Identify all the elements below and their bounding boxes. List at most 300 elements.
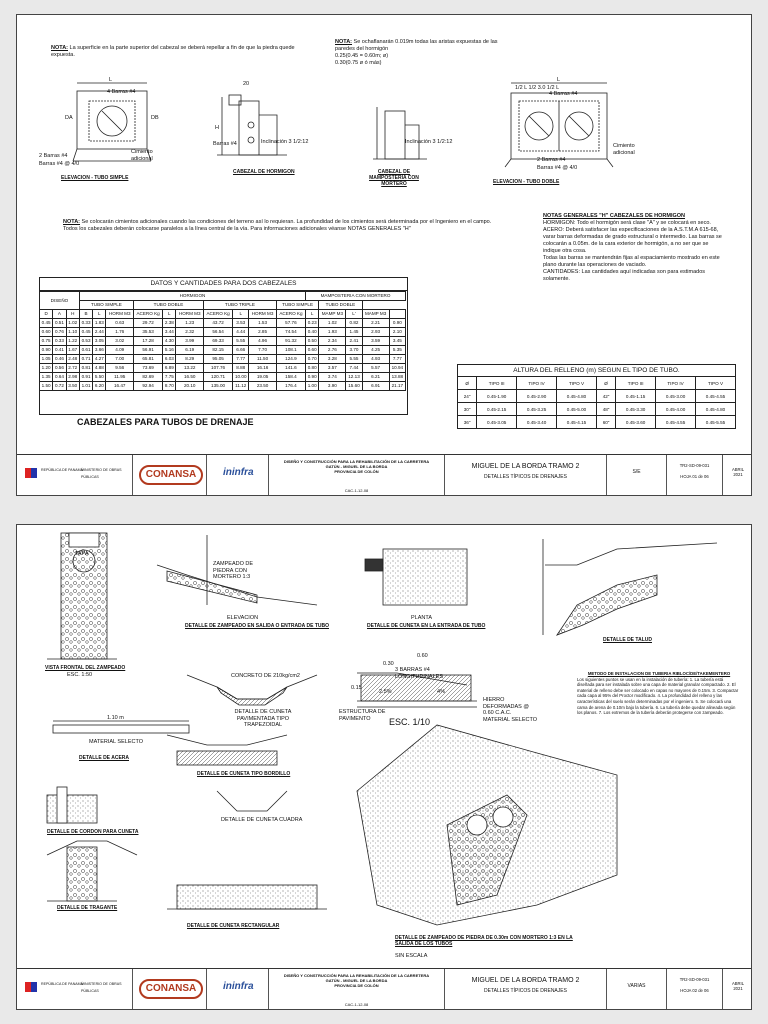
cap-frontal-esc: ESC. 1:50 — [67, 672, 93, 678]
table-cell: 65.81 — [133, 355, 162, 364]
datos-diseno: DISEÑO — [40, 292, 80, 310]
cap-tragante: DETALLE DE TRAGANTE — [57, 905, 118, 911]
table-cell: 0.91 — [79, 373, 92, 382]
tb1-proj-code: CAC-1-12-08 — [344, 488, 369, 493]
table-cell: 7.75 — [163, 373, 176, 382]
table-cell: 10.00 — [233, 373, 249, 382]
datos-group-hormigon: HORMIGON — [79, 292, 305, 301]
tb2-proj-l3: PROVINCIA DE COLÓN — [334, 983, 379, 988]
table-cell: 1.23 — [176, 319, 204, 328]
datos-col-header: H — [66, 310, 79, 319]
tb1-proj-l2: GATÚN - MIGUEL DE LA BORDA — [325, 464, 388, 469]
tb1-proj-l1: DISEÑO Y CONSTRUCCIÓN PARA LA REHABILITACIÓN DE LA CARRETERA — [283, 459, 430, 464]
detail-estructura: ESTRUCTURA DE PAVIMENTO — [339, 709, 386, 722]
notes-h-p4: CANTIDADES: Las cantidades aquí indicadas son para estimados solamente. — [543, 269, 706, 282]
table-cell: 8.29 — [176, 355, 204, 364]
datos-col-header: MAMP M3 — [362, 310, 389, 319]
tb1-plano — [667, 455, 723, 495]
table-cell: 7.70 — [249, 346, 277, 355]
fig2-label-barras: Barras #4 — [213, 141, 237, 147]
table-cell: 2.41 — [346, 337, 362, 346]
table-row — [40, 337, 406, 346]
table-cell: 1.02 — [319, 319, 346, 328]
datos-sub-header: TUBO DOBLE — [319, 301, 362, 310]
table-cell: 0.60 — [306, 346, 319, 355]
fig4-label-barras2: Barras #4 @ 4/0 — [537, 165, 578, 171]
table-cell: 8.88 — [233, 364, 249, 373]
table-cell: 0.45 — [40, 319, 53, 328]
cap-acera: DETALLE DE ACERA — [79, 755, 129, 761]
table-cell: 0.45-4.00 — [656, 403, 696, 416]
table-cell: 0.45-4.80 — [696, 403, 736, 416]
tb1-proj-l3: PROVINCIA DE COLÓN — [334, 469, 379, 474]
datos-sub-header: TUBO SIMPLE — [79, 301, 133, 310]
table-cell: 19.05 — [249, 373, 277, 382]
table-cell: 1.02 — [66, 319, 79, 328]
detail-030: 0.30 — [383, 661, 394, 667]
table-cell: 82.69 — [133, 373, 162, 382]
datos-col-header: HORM M3 — [106, 310, 134, 319]
table-cell: 1.83 — [93, 319, 106, 328]
table-cell: 6.66 — [233, 346, 249, 355]
detail-025pct: 2.5% — [379, 689, 392, 695]
relleno-table — [457, 376, 736, 429]
datos-col-header: ACERO Kg — [276, 310, 305, 319]
note-top-left: NOTA: La superficie en la parte superior del cabezal se deberá repellar a fin de que la piedra quede expuesta. — [51, 45, 295, 58]
table-cell: 0.60 — [40, 328, 53, 337]
fig4-label-dims: 1/2 L 1/2 3.0 1/2 L — [515, 85, 560, 91]
datos-col-header: ACERO Kg — [203, 310, 232, 319]
datos-col-header: A — [53, 310, 66, 319]
table-cell: 3.02 — [106, 337, 134, 346]
cap-planta: PLANTA — [411, 615, 432, 621]
table-cell: 3.74 — [319, 373, 346, 382]
table-cell: 9.56 — [106, 364, 134, 373]
tb2-proj-l1: DISEÑO Y CONSTRUCCIÓN PARA LA REHABILITACIÓN DE LA CARRETERA — [283, 973, 430, 978]
table-cell: 3.59 — [362, 337, 389, 346]
table-cell: 0.46 — [53, 355, 66, 364]
table-cell: 1.22 — [66, 337, 79, 346]
table-cell: 0.23 — [306, 319, 319, 328]
reno-text: Los siguientes puntos se usan en la instalación de tubería: 1. La tubería está diseñada para ser instalada sobre una capa de material granular compactado. 2. El material de relleno debe ser colocado en capas no mayores de 0.15m. 3. Compactar cada capa al 95% del Proctor modificado. 4. La profundidad del relleno y las características del suelo serán determinadas por el ingeniero. 5. Se colocará una cama de arena de 0.10m bajo la tubería. 6. La tubería debe quedar alineada según los planos. 7. Los extremos de la tubería deberán protegerse con zampeado. — [577, 676, 739, 716]
table-cell: 0.40 — [306, 328, 319, 337]
table-cell: 0.80 — [306, 364, 319, 373]
table-cell: 158.4 — [276, 373, 305, 382]
cap-zampeado2: DETALLE DE ZAMPEADO DE PIEDRA DE 0.30m CON MORTERO 1:3 EN LA SALIDA DE LOS TUBOS — [395, 935, 573, 947]
ininfra-logo: ininfra — [223, 467, 254, 478]
tb1-escala-value: S/E — [632, 469, 641, 475]
detail-4pct: 4% — [437, 689, 445, 695]
table-cell: 2.21 — [362, 319, 389, 328]
table-cell: 5.16 — [163, 346, 176, 355]
table-cell: 3.99 — [176, 337, 204, 346]
table-cell: 10.94 — [389, 364, 405, 373]
datos-col-header — [389, 310, 405, 319]
table-cell: 29.72 — [133, 319, 162, 328]
table-cell: 13.88 — [389, 373, 405, 382]
table-cell: 1.00 — [306, 382, 319, 391]
table-cell: 3.53 — [233, 319, 249, 328]
relleno-title: ALTURA DEL RELLENO (m) SEGUN EL TIPO DE TUBO. — [457, 364, 736, 377]
table-cell: 0.90 — [306, 373, 319, 382]
notes-h-p3: Todas las barras se mantendrán fijas al espaciamiento mostrado en este plano durante las operaciones de vaciado. — [543, 255, 720, 268]
reno-title: METODO DE INSTALACION DE TUBERIA RIBLOC/DE/TAKEMENTERO — [587, 671, 731, 676]
table-cell: 0.90 — [40, 346, 53, 355]
table-cell: 15.60 — [346, 382, 362, 391]
tb2-fecha-ano: 2021 — [733, 986, 743, 991]
table-cell: 11.12 — [233, 382, 249, 391]
table-cell: 1.01 — [79, 382, 92, 391]
notes-h-p2: ACERO: Deberá satisfacer las especificaciones de la A.S.T.M.A 615-68, varar barras deformadas de grado estructural o intermedio. Las barras se colocarán a 0.05m. de la cara exterior de hormigón, a no ser que se indique otra cosa. — [543, 227, 722, 254]
fig2-title: CABEZAL DE HORMIGON — [233, 169, 295, 175]
table-cell: 4.93 — [362, 355, 389, 364]
datos-col-header: D — [40, 310, 53, 319]
table-cell: 108.1 — [276, 346, 305, 355]
table-cell: 16.47 — [106, 382, 134, 391]
table-cell: 2.10 — [389, 328, 405, 337]
table-cell: 4.30 — [163, 337, 176, 346]
datos-sub-header: TUBO TRIPLE — [203, 301, 276, 310]
cap-frontal: VISTA FRONTAL DEL ZAMPEADO — [45, 665, 126, 671]
acera-dim: 1.10 m — [107, 715, 124, 721]
detail-015: 0.15 — [351, 685, 362, 691]
table-cell: 141.6 — [276, 364, 305, 373]
table-cell: 92.94 — [133, 382, 162, 391]
table-cell: 4.96 — [249, 337, 277, 346]
table-cell: 42" — [596, 390, 615, 403]
table-cell: 1.20 — [40, 364, 53, 373]
table-cell: 0.45-4.55 — [656, 416, 696, 429]
fig1-label-2barras: 2 Barras #4 — [39, 153, 68, 159]
table-row — [40, 355, 406, 364]
table-cell: 2.32 — [176, 328, 204, 337]
tb1-title — [445, 455, 607, 495]
table-cell: 43.72 — [203, 319, 232, 328]
cap-zampeado: DETALLE DE ZAMPEADO EN SALIDA O ENTRADA DE TUBO — [185, 623, 329, 629]
table-cell: 0.71 — [79, 355, 92, 364]
datos-col-header: L — [233, 310, 249, 319]
fig4-label-2barras: 2 Barras #4 — [537, 157, 566, 163]
datos-col-header: ACERO Kg — [133, 310, 162, 319]
datos-col-header: HORM M3 — [176, 310, 204, 319]
detail-barras: 3 BARRAS #4 LONGITUDINALES — [395, 667, 443, 680]
table-cell: 1.10 — [66, 328, 79, 337]
tb1-ininfra-cell — [207, 455, 269, 495]
table-cell: 23.50 — [249, 382, 277, 391]
datos-table-title: DATOS Y CANTIDADES PARA DOS CABEZALES — [40, 278, 407, 291]
fig4-title: ELEVACION - TUBO DOBLE — [493, 179, 560, 185]
datos-col-header: L — [163, 310, 176, 319]
table-cell: 30" — [458, 403, 477, 416]
table-cell: 0.45-5.00 — [557, 403, 597, 416]
table-cell: 2.98 — [66, 373, 79, 382]
tb1-hoja-value: HOJA 01 de 06 — [680, 474, 709, 479]
table-cell: 0.45-3.25 — [517, 403, 557, 416]
ininfra-logo: ininfra — [223, 981, 254, 992]
table-cell: 5.35 — [389, 346, 405, 355]
tb2-plano-value: TR2-SD-09-031 — [679, 977, 710, 982]
table-cell: 0.45-4.55 — [696, 390, 736, 403]
relleno-header: TIPO IV — [517, 377, 557, 390]
relleno-header: TIPO III — [616, 377, 656, 390]
table-cell: 3.45 — [389, 337, 405, 346]
table-cell: 5.57 — [362, 364, 389, 373]
table-cell: 6.03 — [163, 355, 176, 364]
table-row — [458, 390, 736, 403]
note-top-mid: NOTA: Se ochaflanarán 0.019m todas las aristas expuestas de las paredes del hormigón 0.25(0.45 = 0.60m; ø) 0.30(0.75 ø ó más) — [335, 39, 498, 66]
table-cell: 0.45-5.55 — [696, 416, 736, 429]
table-cell: 20.10 — [176, 382, 204, 391]
table-cell: 56.54 — [203, 328, 232, 337]
table-cell: 5.50 — [93, 373, 106, 382]
table-cell: 0.45-3.30 — [616, 403, 656, 416]
table-cell: 0.76 — [53, 328, 66, 337]
table-cell: 6.19 — [176, 346, 204, 355]
relleno-header: Ø — [458, 377, 477, 390]
table-cell: 48" — [596, 403, 615, 416]
cap-cuneta-tubo: DETALLE DE CUNETA EN LA ENTRADA DE TUBO — [367, 623, 486, 629]
relleno-header: Ø — [596, 377, 615, 390]
table-cell: 2.48 — [66, 355, 79, 364]
sheet2-drawings — [17, 525, 752, 1010]
table-cell: 120.71 — [203, 373, 232, 382]
table-row — [458, 416, 736, 429]
fig1-label-barras: 4 Barras #4 — [107, 89, 136, 95]
table-cell: 5.55 — [233, 337, 249, 346]
tb2-escala-value: VARIAS — [627, 983, 646, 989]
fig4-label-cimiento: Cimiento adicional — [613, 143, 635, 156]
tb2-fecha-mes: ABRIL — [731, 981, 745, 986]
tb1-plano-value: TR2-SD-09-031 — [679, 463, 710, 468]
cap-concreto: CONCRETO DE 210kg/cm2 — [231, 673, 300, 679]
datos-sub-header: TUBO SIMPLE — [276, 301, 319, 310]
table-cell: 0.45-1.15 — [616, 390, 656, 403]
tb2-republica: REPÚBLICA DE PANAMÁ — [41, 982, 84, 986]
table-cell: 0.61 — [79, 346, 92, 355]
table-cell: 3.66 — [93, 346, 106, 355]
table-cell: 0.45-3.60 — [616, 416, 656, 429]
datos-group-mamp: MAMPOSTERIA CON MORTERO — [306, 292, 406, 301]
tapa-label: TAPA — [75, 551, 89, 557]
tb1-project — [269, 455, 445, 495]
tb1-republica: REPÚBLICA DE PANAMÁ — [41, 468, 84, 472]
table-cell: 57.76 — [276, 319, 305, 328]
notes-generales-h — [543, 213, 723, 283]
table-cell: 0.33 — [53, 337, 66, 346]
fig1-label-da: DA — [65, 115, 73, 121]
table-cell: 4.27 — [93, 355, 106, 364]
tb2-name: MIGUEL DE LA BORDA TRAMO 2 — [471, 977, 580, 984]
table-cell: 8.70 — [163, 382, 176, 391]
table-cell: 135.00 — [203, 382, 232, 391]
table-cell: 21.17 — [389, 382, 405, 391]
drawing-sheet-1 — [16, 14, 752, 496]
table-cell: 3.44 — [163, 328, 176, 337]
table-cell: 4.44 — [233, 328, 249, 337]
datos-col-header: MAMP M3 — [319, 310, 346, 319]
tb2-proj-l2: GATÚN - MIGUEL DE LA BORDA — [325, 978, 388, 983]
table-cell: 3.57 — [319, 364, 346, 373]
table-cell: 1.50 — [40, 382, 53, 391]
table-cell: 3.28 — [319, 355, 346, 364]
tb2-project — [269, 969, 445, 1009]
table-cell: 1.93 — [319, 328, 346, 337]
table-cell: 1.67 — [66, 346, 79, 355]
table-cell: 0.63 — [106, 319, 134, 328]
table-cell: 73.69 — [133, 364, 162, 373]
table-cell: 0.45-3.05 — [477, 416, 517, 429]
datos-sub-header: TUBO DOBLE — [133, 301, 203, 310]
table-cell: 0.81 — [79, 364, 92, 373]
tb1-escala — [607, 455, 667, 495]
table-cell: 0.45 — [79, 328, 92, 337]
tb2-plano — [667, 969, 723, 1009]
notes-h-title: NOTAS GENERALES "H" CABEZALES DE HORMIGON — [543, 213, 686, 219]
relleno-header: TIPO V — [696, 377, 736, 390]
table-cell: 0.51 — [53, 319, 66, 328]
table-cell: 1.35 — [40, 373, 53, 382]
table-cell: 2.85 — [249, 328, 277, 337]
table-cell: 1.76 — [106, 328, 134, 337]
fig1-label-cimiento: Cimiento adicional — [131, 149, 153, 162]
tb2-proj-code: CAC-1-12-08 — [344, 1002, 369, 1007]
table-cell: 35.53 — [133, 328, 162, 337]
table-cell: 11.95 — [106, 373, 134, 382]
table-cell: 0.64 — [53, 373, 66, 382]
tb2-ininfra-cell — [207, 969, 269, 1009]
table-cell: 0.75 — [40, 337, 53, 346]
table-cell: 0.70 — [306, 355, 319, 364]
datos-group-row — [40, 292, 406, 301]
table-cell: 36" — [458, 416, 477, 429]
table-row — [40, 328, 406, 337]
table-cell: 74.54 — [276, 328, 305, 337]
table-cell: 124.9 — [276, 355, 305, 364]
table-cell: 0.45-2.90 — [517, 390, 557, 403]
conansa-logo: CONANSA — [139, 465, 203, 485]
table-cell: 60" — [596, 416, 615, 429]
table-row — [40, 382, 406, 391]
table-cell: 3.90 — [319, 382, 346, 391]
tb2-escala — [607, 969, 667, 1009]
table-cell: 0.45-3.40 — [517, 416, 557, 429]
reno-notes — [577, 671, 741, 716]
tb1-fecha — [723, 455, 752, 495]
table-cell: 0.72 — [53, 382, 66, 391]
table-cell: 6.20 — [93, 382, 106, 391]
tb1-gov — [17, 455, 133, 495]
tb1-fecha-ano: 2021 — [733, 472, 743, 477]
table-cell: 17.28 — [133, 337, 162, 346]
table-cell: 24" — [458, 390, 477, 403]
cap-cuneta-rect: DETALLE DE CUNETA RECTANGULAR — [187, 923, 280, 929]
table-cell: 0.45-2.15 — [477, 403, 517, 416]
table-cell: 3.05 — [93, 337, 106, 346]
table-cell: 12.13 — [346, 373, 362, 382]
table-cell: 0.90 — [389, 319, 405, 328]
tb1-conansa-cell — [133, 455, 207, 495]
table-cell: 6.89 — [163, 364, 176, 373]
datos-col-header: L' — [346, 310, 362, 319]
conansa-logo: CONANSA — [139, 979, 203, 999]
datos-col-header: L — [93, 310, 106, 319]
relleno-head-row — [458, 377, 736, 390]
table-cell: 2.76 — [319, 346, 346, 355]
table-cell: 95.05 — [203, 355, 232, 364]
drawing-sheet-2 — [16, 524, 752, 1010]
tb2-fecha — [723, 969, 752, 1009]
fig1-title: ELEVACION - TUBO SIMPLE — [61, 175, 129, 181]
datos-col-row — [40, 310, 406, 319]
table-cell: 3.70 — [346, 346, 362, 355]
table-row — [40, 346, 406, 355]
cap-zampeado2-esc: SIN ESCALA — [395, 953, 428, 959]
tb1-ministerio: MINISTERIO DE OBRAS PÚBLICAS — [81, 468, 122, 479]
table-cell: 0.41 — [53, 346, 66, 355]
datos-caption: CABEZALES PARA TUBOS DE DRENAJE — [77, 417, 254, 427]
tb1-subtitle: DETALLES TÍPICOS DE DRENAJES — [484, 474, 567, 480]
datos-sub-row — [40, 301, 406, 310]
table-cell: 0.50 — [306, 337, 319, 346]
table-cell: 91.32 — [276, 337, 305, 346]
table-cell: 4.25 — [362, 346, 389, 355]
table-cell: 5.55 — [346, 355, 362, 364]
table-cell: 56.91 — [133, 346, 162, 355]
tb2-ministerio: MINISTERIO DE OBRAS PÚBLICAS — [81, 982, 122, 993]
table-cell: 0.33 — [79, 319, 92, 328]
table-cell: 2.93 — [362, 328, 389, 337]
table-cell: 4.88 — [93, 364, 106, 373]
table-cell: 176.4 — [276, 382, 305, 391]
table-cell: 11.50 — [249, 355, 277, 364]
cap-bordillo: DETALLE DE CUNETA TIPO BORDILLO — [197, 771, 291, 777]
table-cell: 16.50 — [176, 373, 204, 382]
cap-talud: DETALLE DE TALUD — [603, 637, 652, 643]
fig4-label-l: L — [557, 77, 561, 83]
table-row — [40, 364, 406, 373]
table-cell: 4.09 — [106, 346, 134, 355]
cap-cuneta-trap: DETALLE DE CUNETA PAVIMENTADA TIPO TRAPEZOIDAL — [234, 709, 292, 728]
table-cell: 0.45-1.90 — [477, 390, 517, 403]
table-cell: 2.44 — [93, 328, 106, 337]
cap-elevacion: ELEVACION — [227, 615, 259, 621]
table-row — [40, 373, 406, 382]
table-cell: 69.33 — [203, 337, 232, 346]
datos-col-header: B — [79, 310, 92, 319]
table-cell: 3.50 — [66, 382, 79, 391]
table-cell: 1.53 — [249, 319, 277, 328]
fig1-label-barras2: Barras #4 @ 4/0 — [39, 161, 80, 167]
table-cell: 7.77 — [389, 355, 405, 364]
fig2-label-20: 20 — [243, 81, 250, 87]
note-mid: NOTA: Se colocarán cimientos adicionales cuando las condiciones del terreno así lo requieran. La profundidad de los cimientos será determinada por el Ingeniero en el campo. Todos los cabezales deberán colocarse paralelos a la línea central de la vía. Para informaciones adicionales véanse NOTAS GENERALES "H" — [63, 219, 492, 232]
table-cell: 7.77 — [233, 355, 249, 364]
table-cell: 7.00 — [106, 355, 134, 364]
notes-h-p1: HORMIGON: Todo el hormigón será clase "A" y se colocará en seco. — [543, 220, 711, 226]
panama-flag-icon — [25, 982, 37, 992]
table-cell: 0.82 — [346, 319, 362, 328]
detail-esc: ESC. 1/10 — [389, 717, 431, 727]
table-cell: 6.91 — [362, 382, 389, 391]
tb1-fecha-mes: ABRIL — [731, 467, 745, 472]
table-cell: 82.15 — [203, 346, 232, 355]
table-cell: 2.38 — [163, 319, 176, 328]
table-row — [458, 403, 736, 416]
relleno-header: TIPO III — [477, 377, 517, 390]
table-cell: 0.45-3.00 — [656, 390, 696, 403]
table-cell: 1.45 — [346, 328, 362, 337]
detail-hierro: HIERRO DEFORMADAS @ 0.60 C.A.C. — [483, 697, 529, 716]
